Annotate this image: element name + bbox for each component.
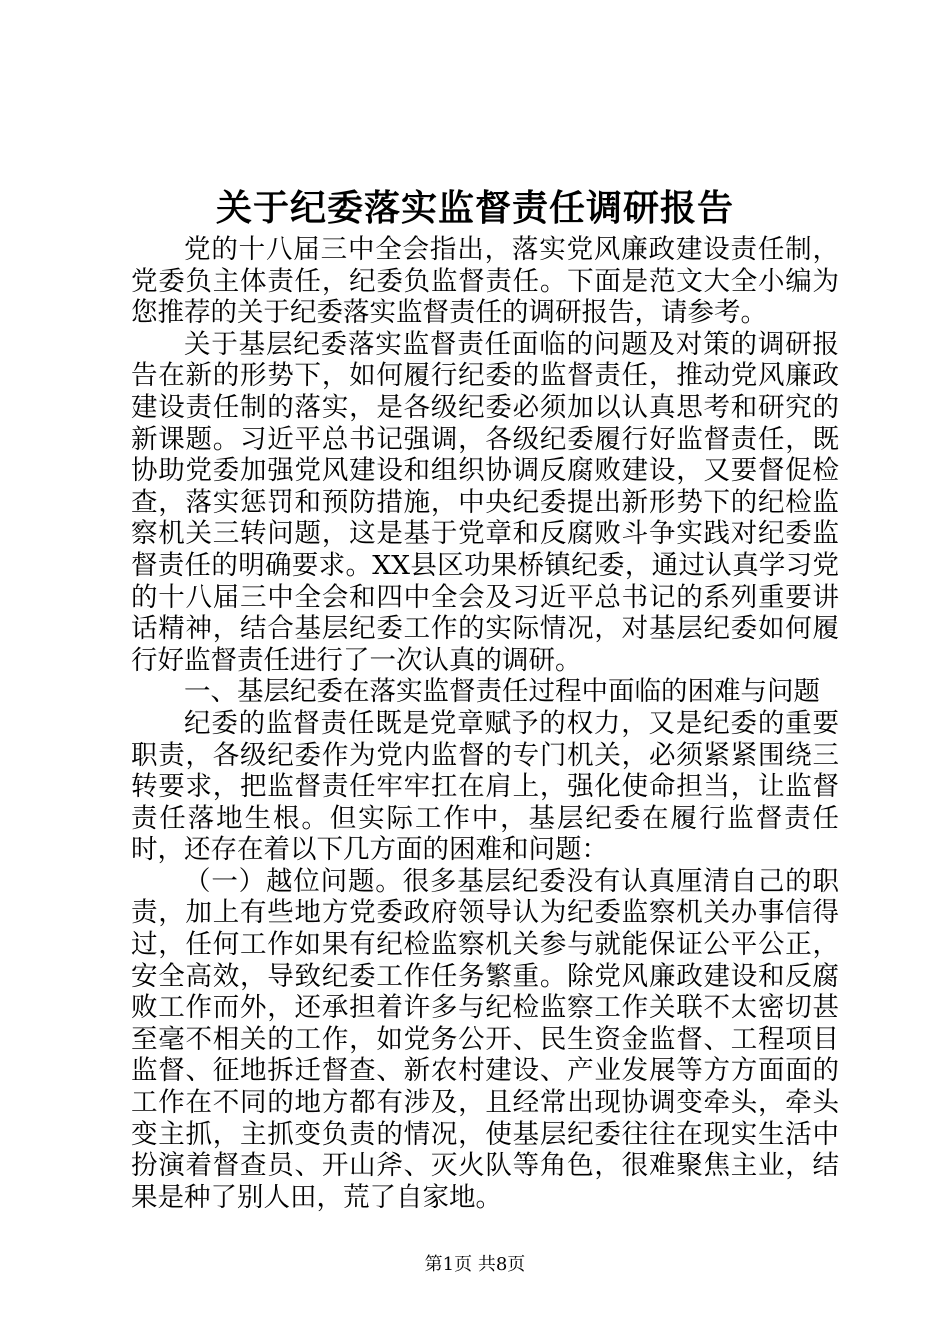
paragraph-intro: 党的十八届三中全会指出，落实党风廉政建设责任制，党委负主体责任，纪委负监督责任。下面是范文大全小编为您推荐的关于纪委落实监督责任的调研报告，请参考。 bbox=[131, 234, 839, 329]
page-number-footer: 第1页 共8页 bbox=[424, 1254, 526, 1275]
paragraph-report-background: 关于基层纪委落实监督责任面临的问题及对策的调研报告在新的形势下，如何履行纪委的监督责任，推动党风廉政建设责任制的落实，是各级纪委必须加以认真思考和研究的新课题。习近平总书记强调，各级纪委履行好监督责任，既协助党委加强党风建设和组织协调反腐败建设，又要督促检查，落实惩罚和预防措施，中央纪委提出新形势下的纪检监察机关三转问题，这是基于党章和反腐败斗争实践对纪委监督责任的明确要求。XX县区功果桥镇纪委，通过认真学习党的十八届三中全会和四中全会及习近平总书记的系列重要讲话精神，结合基层纪委工作的实际情况，对基层纪委如何履行好监督责任进行了一次认真的调研。 bbox=[131, 328, 839, 676]
document-body bbox=[131, 234, 839, 1213]
paragraph-overreach-issue: （一）越位问题。很多基层纪委没有认真厘清自己的职责，加上有些地方党委政府领导认为纪委监察机关办事信得过，任何工作如果有纪检监察机关参与就能保证公平公正，安全高效，导致纪委工作任务繁重。除党风廉政建设和反腐败工作而外，还承担着许多与纪检监察工作关联不太密切甚至毫不相关的工作，如党务公开、民生资金监督、工程项目监督、征地拆迁督查、新农村建设、产业发展等方方面面的工作在不同的地方都有涉及，且经常出现协调变牵头，牵头变主抓，主抓变负责的情况，使基层纪委往往在现实生活中扮演着督查员、开山斧、灭火队等角色，很难聚焦主业，结果是种了别人田，荒了自家地。 bbox=[131, 865, 839, 1213]
paragraph-supervision-duty: 纪委的监督责任既是党章赋予的权力，又是纪委的重要职责，各级纪委作为党内监督的专门机关，必须紧紧围绕三转要求，把监督责任牢牢扛在肩上，强化使命担当，让监督责任落地生根。但实际工作中，基层纪委在履行监督责任时，还存在着以下几方面的困难和问题： bbox=[131, 707, 839, 866]
section-heading-difficulties: 一、基层纪委在落实监督责任过程中面临的困难与问题 bbox=[184, 676, 820, 708]
document-title: 关于纪委落实监督责任调研报告 bbox=[215, 187, 734, 229]
